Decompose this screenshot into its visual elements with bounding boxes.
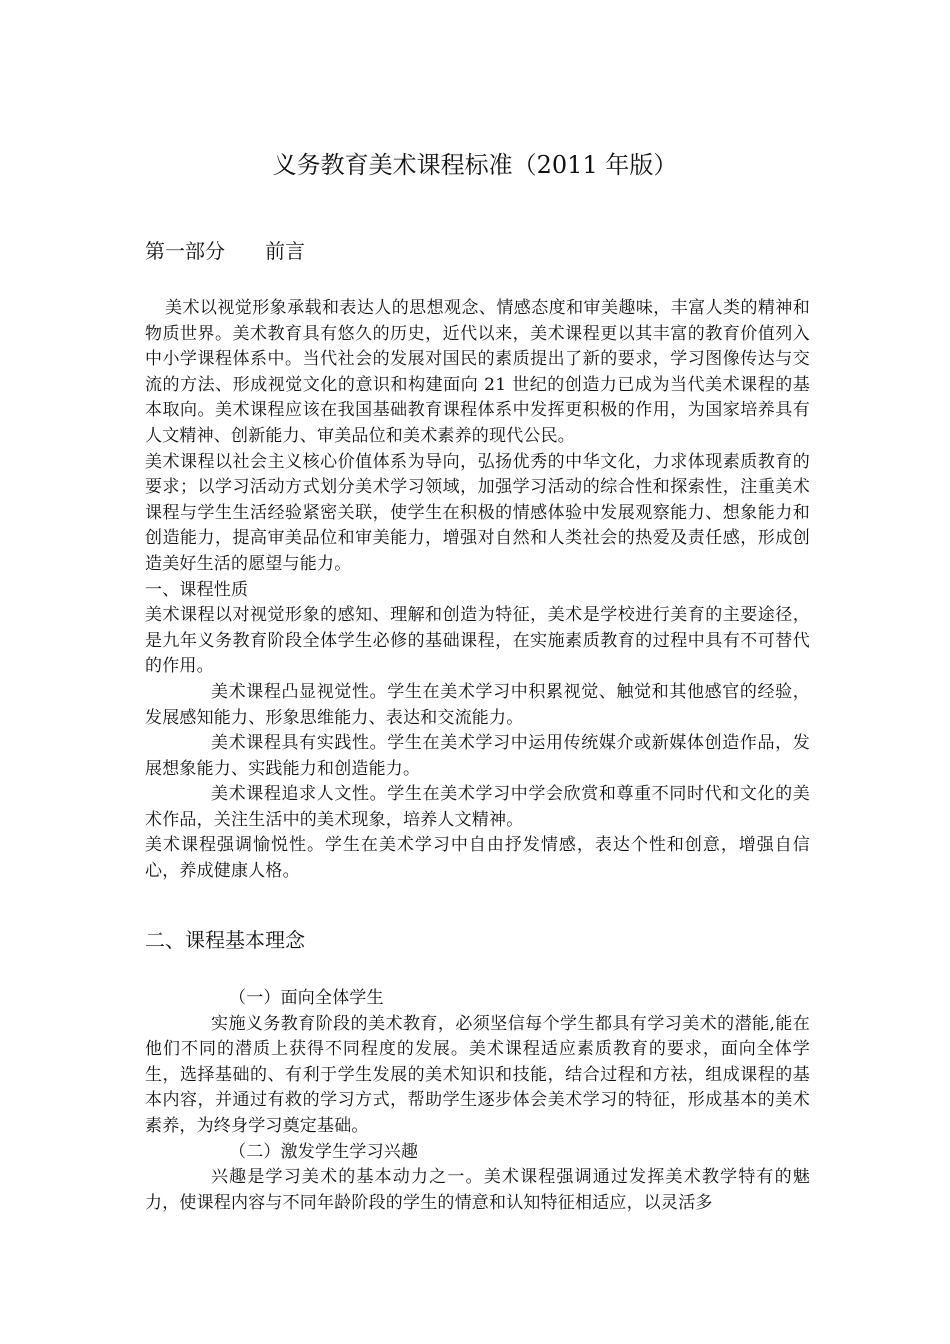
paragraph-course-nature: 美术课程以对视觉形象的感知、理解和创造为特征，美术是学校进行美育的主要途径，是九年义务教育阶段全体学生必修的基础课程，在实施素质教育的过程中具有不可替代的作用。 <box>145 605 810 677</box>
paragraph-preface-intro: 美术以视觉形象承载和表达人的思想观念、情感态度和审美趣味，丰富人类的精神和物质世界。美术教育具有悠久的历史，近代以来，美术课程更以其丰富的教育价值列入中小学课程体系中。当代社会的发展对国民的素质提出了新的要求，学习图像传达与交流的方法、形成视觉文化的意识和构建面向 21 世纪的创造力已成为当代美术课程的基本取向。美术课程应该在我国基础教育课程体系中发挥更积极的作用，为国家培养具有人文精神、创新能力、审美品位和美术素养的现代公民。 <box>145 298 810 446</box>
subheading-all-students: （一）面向全体学生 <box>229 988 384 1008</box>
paragraph-humanity: 美术课程追求人文性。学生在美术学习中学会欣赏和尊重不同时代和文化的美术作品，关注生活中的美术现象，培养人文精神。 <box>145 784 810 830</box>
paragraph-preface-orientation: 美术课程以社会主义核心价值体系为导向，弘扬优秀的中华文化，力求体现素质教育的要求；以学习活动方式划分美术学习领域，加强学习活动的综合性和探索性，注重美术课程与学生生活经验紧密关联，使学生在积极的情感体验中发展观察能力、想象能力和创造能力，提高审美品位和审美能力，增强对自然和人类社会的热爱及责任感，形成创造美好生活的愿望与能力。 <box>145 451 810 574</box>
section-two-heading: 二、课程基本理念 <box>145 928 305 952</box>
paragraph-visuality: 美术课程凸显视觉性。学生在美术学习中积累视觉、触觉和其他感官的经验，发展感知能力、形象思维能力、表达和交流能力。 <box>145 681 810 728</box>
paragraph-practicality: 美术课程具有实践性。学生在美术学习中运用传统媒介或新媒体创造作品，发展想象能力、实践能力和创造能力。 <box>145 733 810 779</box>
paragraph-interest: 兴趣是学习美术的基本动力之一。美术课程强调通过发挥美术教学特有的魅力，使课程内容与不同年龄阶段的学生的情意和认知特征相适应，以灵活多 <box>145 1167 810 1213</box>
basic-concepts-body <box>145 986 810 1216</box>
part-one-heading: 第一部分 前言 <box>145 239 305 263</box>
preface-body <box>145 296 810 885</box>
subheading-interest: （二）激发学生学习兴趣 <box>229 1141 419 1162</box>
paragraph-pleasure: 美术课程强调愉悦性。学生在美术学习中自由抒发情感，表达个性和创意，增强自信心，养成健康人格。 <box>145 835 810 882</box>
section-heading-course-nature: 一、课程性质 <box>145 579 249 600</box>
paragraph-all-students: 实施义务教育阶段的美术教育，必须坚信每个学生都具有学习美术的潜能,能在他们不同的潜质上获得不同程度的发展。美术课程适应素质教育的要求，面向全体学生，选择基础的、有利于学生发展的美术知识和技能，结合过程和方祛，组成课程的基本内容，并通过有救的学习方式，帮助学生逐步体会美术学习的特征，形成基本的美术素养，为终身学习奠定基础。 <box>145 1013 810 1136</box>
document-title: 义务教育美术课程标准（2011 年版） <box>272 151 678 179</box>
